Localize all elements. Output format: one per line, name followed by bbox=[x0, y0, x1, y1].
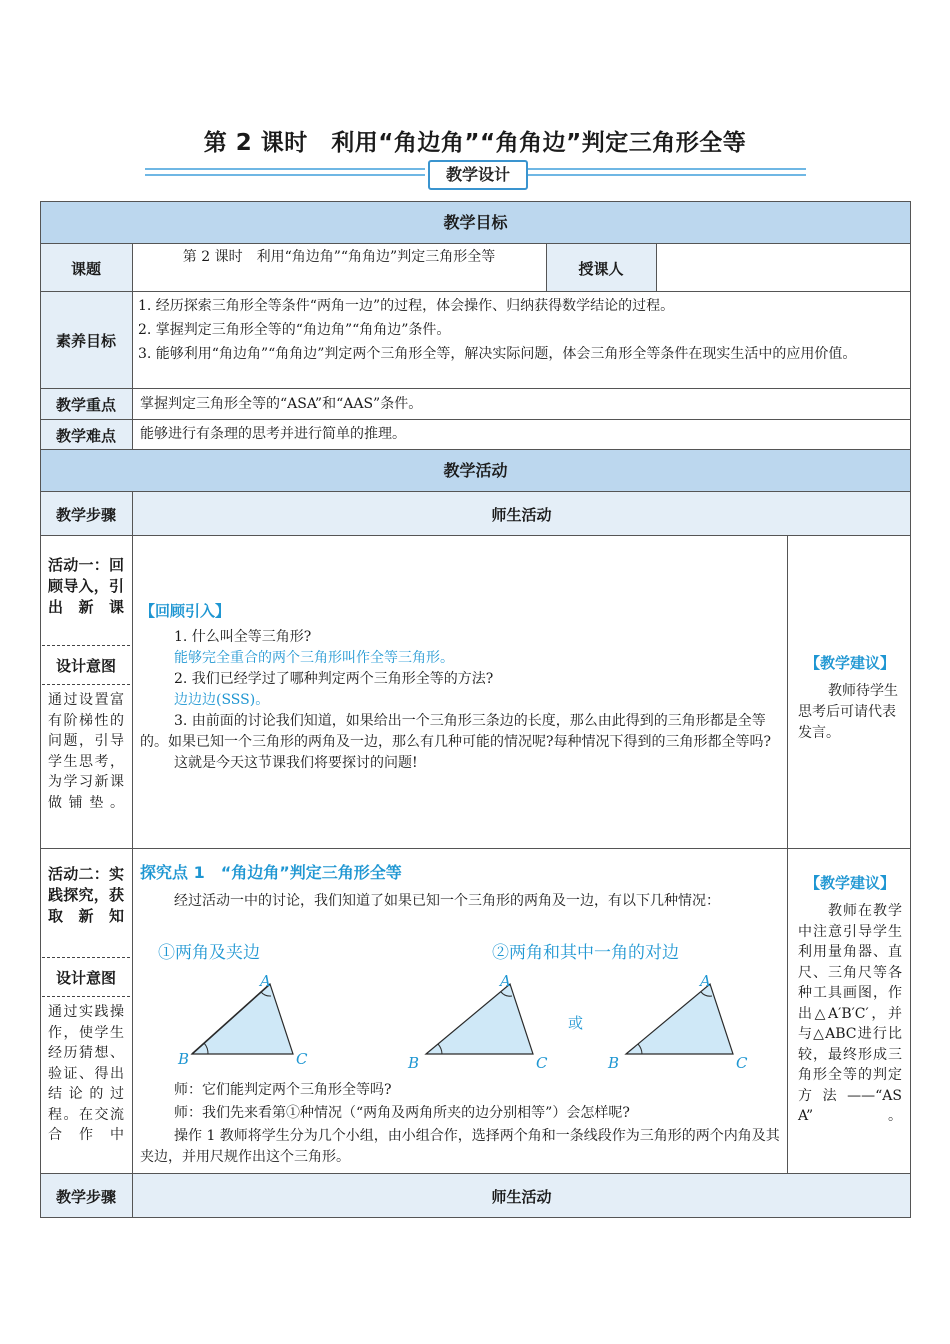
case-2-label: ②两角和其中一角的对边 bbox=[492, 943, 679, 963]
answer-2: 边边边(SSS)。 bbox=[174, 692, 270, 708]
steps-header-left: 教学步骤 bbox=[40, 492, 132, 536]
or-label: 或 bbox=[568, 1014, 584, 1032]
page-title: 第 2 课时 利用“角边角”“角角边”判定三角形全等 bbox=[203, 130, 747, 156]
triangle-3-vertex-a: A bbox=[700, 972, 711, 990]
activity2-suggestion bbox=[794, 872, 906, 1127]
triangle-3-shape bbox=[626, 984, 733, 1054]
triangle-2-vertex-c: C bbox=[536, 1054, 548, 1072]
activity2-design-label: 设计意图 bbox=[55, 968, 116, 987]
footer-steps-left: 教学步骤 bbox=[40, 1174, 132, 1218]
activity1-name: 活动一：回顾导入，引出新课 bbox=[48, 556, 124, 616]
explore-intro: 经过活动一中的讨论，我们知道了如果已知一个三角形的两角及一边，有以下几种情况： bbox=[174, 893, 720, 909]
footer-steps-right: 师生活动 bbox=[132, 1174, 911, 1218]
activity1-content bbox=[140, 600, 780, 774]
suggestion-tag: 【教学建议】 bbox=[804, 874, 895, 892]
triangle-2 bbox=[407, 972, 548, 1072]
section-goals-header: 教学目标 bbox=[40, 202, 911, 244]
triangle-1-vertex-c: C bbox=[296, 1050, 308, 1068]
triangle-1 bbox=[177, 972, 308, 1068]
triangle-3 bbox=[607, 972, 748, 1072]
activity2-design-text: 通过实践操作，使学生经历猜想、验证、得出结论的过程。在交流合作中 bbox=[48, 1004, 124, 1143]
activity2-divider-2 bbox=[42, 996, 130, 997]
question-2: 2. 我们已经学过了哪种判定两个三角形全等的方法? bbox=[174, 671, 494, 687]
ribbon-line-left-2 bbox=[145, 174, 425, 176]
suggestion-tag: 【教学建议】 bbox=[804, 654, 895, 672]
dialogue-line-3: 操作 1 教师将学生分为几个小组，由小组合作，选择两个角和一条线段作为三角形的两个内角及其夹边，并用尺规作出这个三角形。 bbox=[140, 1128, 780, 1165]
question-1: 1. 什么叫全等三角形? bbox=[174, 629, 312, 645]
triangle-1-vertex-a: A bbox=[260, 972, 271, 990]
explore-title: 探究点 1 “角边角”判定三角形全等 bbox=[140, 863, 402, 882]
key-point-text: 掌握判定三角形全等的“ASA”和“AAS”条件。 bbox=[140, 396, 423, 412]
question-3: 3. 由前面的讨论我们知道，如果给出一个三角形三条边的长度，那么由此得到的三角形都是全等的。如果已知一个三角形的两角及一边，那么有几种可能的情况呢?每种情况下得到的三角形都全等吗? bbox=[140, 713, 772, 750]
literacy-item: 2. 掌握判定三角形全等的“角边角”“角角边”条件。 bbox=[138, 322, 451, 338]
ribbon-line-left bbox=[145, 168, 425, 170]
literacy-goals bbox=[138, 296, 906, 388]
ribbon-line-right-2 bbox=[528, 174, 806, 176]
topic-label: 课题 bbox=[40, 244, 132, 292]
dialogue-line-2: 师：我们先来看第①种情况（“两角及两角所夹的边分别相等”）会怎样呢? bbox=[174, 1105, 630, 1121]
triangle-2-vertex-b: B bbox=[408, 1054, 420, 1072]
section-activities-header: 教学活动 bbox=[40, 450, 911, 492]
difficulty-label: 教学难点 bbox=[40, 420, 132, 450]
triangle-2-shape bbox=[426, 984, 533, 1054]
teacher-label: 授课人 bbox=[546, 244, 656, 292]
suggestion-text: 教师待学生思考后可请代表发言。 bbox=[798, 683, 898, 741]
ribbon-line-right bbox=[528, 168, 806, 170]
literacy-item: 1. 经历探索三角形全等条件“两角一边”的过程，体会操作、归纳获得数学结论的过程。 bbox=[138, 298, 675, 314]
triangle-3-vertex-b: B bbox=[608, 1054, 620, 1072]
activity1-divider-2 bbox=[42, 684, 130, 685]
teacher-value[interactable] bbox=[656, 244, 911, 292]
triangle-3-vertex-c: C bbox=[736, 1054, 748, 1072]
activity1-design-text: 通过设置富有阶梯性的问题，引导学生思考，为学习新课做铺垫。 bbox=[48, 692, 124, 811]
suggestion-text: 教师在教学中注意引导学生利用量角器、直尺、三角尺等各种工具画图，作出△A′B′C′，并与△ABC进行比较，最终形成三角形全等的判定方法——“ASA”。 bbox=[798, 903, 902, 1124]
activity1-suggestion bbox=[794, 652, 906, 744]
triangle-figures bbox=[140, 964, 780, 1076]
difficulty-text: 能够进行有条理的思考并进行简单的推理。 bbox=[140, 426, 406, 442]
ribbon-label: 教学设计 bbox=[428, 160, 528, 190]
activity1-divider bbox=[42, 645, 130, 646]
literacy-label: 素养目标 bbox=[40, 292, 132, 389]
dialogue-line-1: 师：它们能判定两个三角形全等吗? bbox=[174, 1082, 392, 1098]
steps-header-right: 师生活动 bbox=[132, 492, 911, 536]
literacy-item: 3. 能够利用“角边角”“角角边”判定两个三角形全等，解决实际问题，体会三角形全等条件在现实生活中的应用价值。 bbox=[138, 346, 857, 362]
key-point-label: 教学重点 bbox=[40, 389, 132, 420]
activity2-name: 活动二：实践探究，获取新知 bbox=[48, 865, 124, 925]
activity2-content bbox=[140, 860, 780, 912]
answer-1: 能够完全重合的两个三角形叫作全等三角形。 bbox=[174, 650, 454, 666]
question-4: 这就是今天这节课我们将要探讨的问题! bbox=[174, 755, 418, 771]
activity2-dialogue bbox=[140, 1080, 780, 1168]
case-1-label: ①两角及夹边 bbox=[158, 943, 260, 963]
review-tag: 【回顾引入】 bbox=[140, 602, 231, 620]
triangle-1-vertex-b: B bbox=[178, 1050, 190, 1068]
topic-value: 第 2 课时 利用“角边角”“角角边”判定三角形全等 bbox=[182, 249, 496, 265]
triangle-2-vertex-a: A bbox=[500, 972, 511, 990]
triangle-1-shape bbox=[192, 984, 293, 1054]
activity1-design-label: 设计意图 bbox=[55, 656, 116, 675]
activity2-divider bbox=[42, 957, 130, 958]
